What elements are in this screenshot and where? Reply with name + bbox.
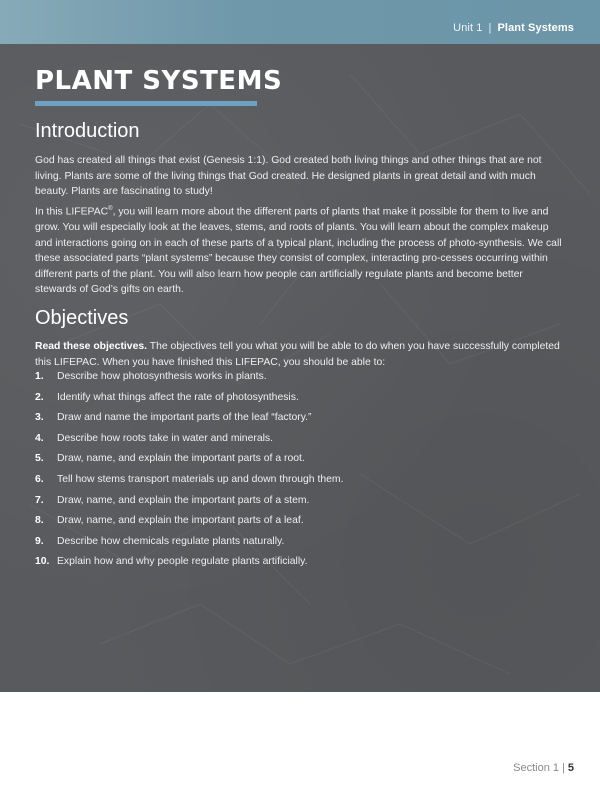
header-band bbox=[0, 0, 600, 44]
objective-number: 9. bbox=[35, 535, 44, 547]
registered-mark: ® bbox=[108, 206, 113, 212]
introduction-heading: Introduction bbox=[35, 120, 140, 142]
objective-item bbox=[35, 453, 565, 474]
objective-text: Describe how roots take in water and minerals. bbox=[57, 432, 273, 444]
footer-separator: | bbox=[562, 762, 565, 774]
objective-item bbox=[35, 515, 565, 536]
objectives-list bbox=[35, 371, 565, 577]
page-number: 5 bbox=[567, 762, 574, 774]
paragraph-2-rest: , you will learn more about the different parts of plants that make it possible for them to live and grow. You will especially look at the leaves, stems, and roots of plants. You will learn about the complex makeup and interactions going on in each of these parts of a typical plant, including the process of photo-synthesis. We call these associated parts “plant systems” because they consist of complex, interacting pro-cesses occurring within different parts of the plant. You will also learn how people can artificially regulate plants and become better stewards of God’s gifts on earth. bbox=[35, 206, 562, 296]
objective-number: 3. bbox=[35, 412, 44, 424]
unit-label: Unit 1 bbox=[453, 22, 483, 34]
objective-number: 1. bbox=[35, 371, 44, 382]
running-header bbox=[453, 22, 574, 34]
objective-text: Describe how chemicals regulate plants naturally. bbox=[57, 535, 285, 547]
paragraph-2-start: In this LIFEPAC bbox=[35, 206, 109, 218]
page-footer bbox=[513, 762, 574, 774]
objective-number: 6. bbox=[35, 473, 44, 485]
objective-text: Draw, name, and explain the important parts of a leaf. bbox=[57, 515, 304, 527]
objective-item bbox=[35, 556, 565, 577]
objective-text: Draw, name, and explain the important parts of a stem. bbox=[57, 494, 310, 506]
objective-text: Draw, name, and explain the important parts of a root. bbox=[57, 453, 305, 465]
unit-topic: Plant Systems bbox=[497, 22, 574, 34]
objectives-heading: Objectives bbox=[35, 307, 129, 329]
footer-band bbox=[0, 692, 600, 792]
introduction-paragraph-2 bbox=[35, 202, 563, 298]
objective-item bbox=[35, 433, 565, 454]
introduction-paragraph-1: God has created all things that exist (Genesis 1:1). God created both living things and other things that are not living. Plants are some of the living things that God created. He designed plants in great detail and with much beauty. Plants are fascinating to study! bbox=[35, 155, 542, 198]
header-separator: | bbox=[488, 22, 492, 34]
objectives-intro-text: The objectives tell you what you will be able to do when you have successfully completed this LIFEPAC. When you have finished this LIFEPAC, you should be able to: bbox=[35, 341, 560, 368]
objective-text: Draw and name the important parts of the leaf “factory.” bbox=[57, 412, 312, 424]
objective-item bbox=[35, 536, 565, 557]
objective-number: 7. bbox=[35, 494, 44, 506]
objective-item bbox=[35, 495, 565, 516]
objective-text: Tell how stems transport materials up and down through them. bbox=[57, 473, 344, 485]
objective-item bbox=[35, 412, 565, 433]
objective-item bbox=[35, 371, 565, 392]
page-title: PLANT SYSTEMS bbox=[35, 66, 283, 96]
objective-number: 2. bbox=[35, 391, 44, 403]
objective-item bbox=[35, 392, 565, 413]
objective-number: 8. bbox=[35, 515, 44, 527]
objective-text: Describe how photosynthesis works in plants. bbox=[57, 371, 267, 382]
objective-item bbox=[35, 474, 565, 495]
objective-number: 5. bbox=[35, 453, 44, 465]
objective-text: Explain how and why people regulate plants artificially. bbox=[57, 556, 308, 568]
objective-number: 4. bbox=[35, 432, 44, 444]
objectives-intro bbox=[35, 339, 563, 370]
objectives-lead: Read these objectives. bbox=[35, 341, 148, 352]
title-underline bbox=[35, 101, 257, 106]
objective-number: 10. bbox=[35, 556, 50, 568]
section-label: Section 1 bbox=[513, 762, 560, 774]
objective-text: Identify what things affect the rate of photosynthesis. bbox=[57, 391, 299, 403]
